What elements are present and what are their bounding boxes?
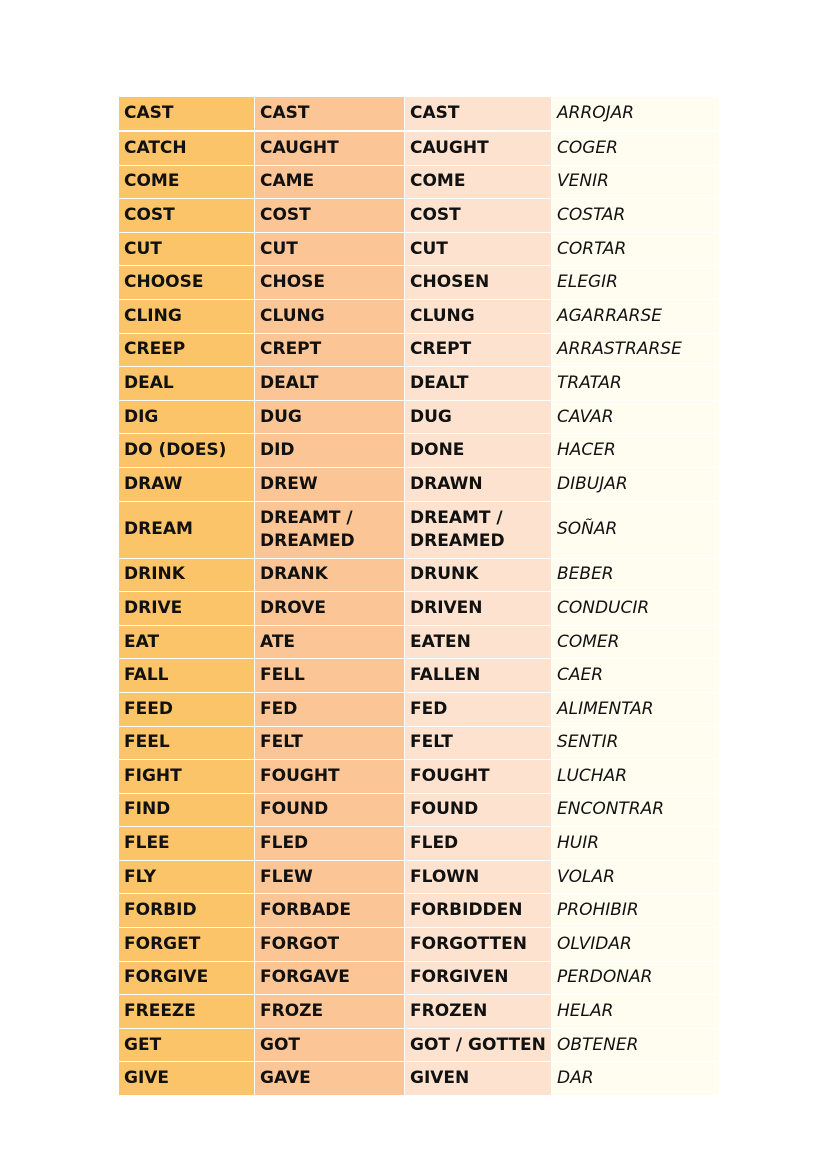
past-participle-cell: FOUND — [405, 794, 552, 827]
past-participle-cell: DREAMT / DREAMED — [405, 502, 552, 558]
spanish-translation-cell: BEBER — [552, 559, 719, 592]
past-participle-cell: FORGIVEN — [405, 962, 552, 995]
past-participle-cell: DONE — [405, 434, 552, 467]
past-participle-cell: GIVEN — [405, 1062, 552, 1095]
past-participle-cell: FELT — [405, 727, 552, 760]
base-form-cell: DRAW — [119, 468, 255, 501]
spanish-translation-cell: AGARRARSE — [552, 300, 719, 333]
base-form-cell: FIND — [119, 794, 255, 827]
past-simple-cell: FORGOT — [255, 928, 405, 961]
irregular-verbs-table — [119, 97, 719, 1096]
table-row — [119, 502, 719, 559]
past-simple-cell: CAST — [255, 97, 405, 130]
base-form-cell: CLING — [119, 300, 255, 333]
spanish-translation-cell: ARROJAR — [552, 97, 719, 130]
spanish-translation-cell: ALIMENTAR — [552, 693, 719, 726]
spanish-translation-cell: HACER — [552, 434, 719, 467]
past-participle-cell: CAUGHT — [405, 132, 552, 165]
base-form-cell: DRINK — [119, 559, 255, 592]
past-simple-cell: DROVE — [255, 592, 405, 625]
past-simple-cell: FLEW — [255, 861, 405, 894]
spanish-translation-cell: OLVIDAR — [552, 928, 719, 961]
past-simple-cell: FELT — [255, 727, 405, 760]
base-form-cell: FORBID — [119, 894, 255, 927]
table-row — [119, 166, 719, 200]
past-simple-cell: DREW — [255, 468, 405, 501]
spanish-translation-cell: ENCONTRAR — [552, 794, 719, 827]
spanish-translation-cell: OBTENER — [552, 1029, 719, 1062]
past-participle-cell: DRUNK — [405, 559, 552, 592]
past-simple-cell: CAME — [255, 166, 405, 199]
base-form-cell: FORGIVE — [119, 962, 255, 995]
past-simple-cell: ATE — [255, 626, 405, 659]
table-row — [119, 434, 719, 468]
base-form-cell: FREEZE — [119, 995, 255, 1028]
table-row — [119, 894, 719, 928]
base-form-cell: FLEE — [119, 827, 255, 860]
past-participle-cell: FORGOTTEN — [405, 928, 552, 961]
past-simple-cell: COST — [255, 199, 405, 232]
table-row — [119, 861, 719, 895]
table-row — [119, 659, 719, 693]
table-row — [119, 132, 719, 166]
spanish-translation-cell: DIBUJAR — [552, 468, 719, 501]
past-simple-cell: DID — [255, 434, 405, 467]
spanish-translation-cell: ELEGIR — [552, 266, 719, 299]
spanish-translation-cell: CAVAR — [552, 401, 719, 434]
past-participle-cell: COME — [405, 166, 552, 199]
spanish-translation-cell: TRATAR — [552, 367, 719, 400]
past-simple-cell: CHOSE — [255, 266, 405, 299]
past-participle-cell: FALLEN — [405, 659, 552, 692]
base-form-cell: GIVE — [119, 1062, 255, 1095]
table-row — [119, 995, 719, 1029]
spanish-translation-cell: CORTAR — [552, 233, 719, 266]
table-row — [119, 827, 719, 861]
past-participle-cell: FROZEN — [405, 995, 552, 1028]
past-participle-cell: FLED — [405, 827, 552, 860]
table-row — [119, 401, 719, 435]
past-simple-cell: FLED — [255, 827, 405, 860]
base-form-cell: DRIVE — [119, 592, 255, 625]
table-row — [119, 266, 719, 300]
past-simple-cell: GOT — [255, 1029, 405, 1062]
base-form-cell: CAST — [119, 97, 255, 130]
past-simple-cell: DREAMT / DREAMED — [255, 502, 405, 558]
base-form-cell: CHOOSE — [119, 266, 255, 299]
table-row — [119, 233, 719, 267]
past-simple-cell: FOUND — [255, 794, 405, 827]
table-row — [119, 300, 719, 334]
table-row — [119, 928, 719, 962]
base-form-cell: FALL — [119, 659, 255, 692]
past-simple-cell: FORBADE — [255, 894, 405, 927]
table-row — [119, 1029, 719, 1063]
base-form-cell: DEAL — [119, 367, 255, 400]
past-participle-cell: CAST — [405, 97, 552, 130]
past-participle-cell: DEALT — [405, 367, 552, 400]
spanish-translation-cell: ARRASTRARSE — [552, 334, 719, 367]
base-form-cell: CATCH — [119, 132, 255, 165]
past-simple-cell: GAVE — [255, 1062, 405, 1095]
base-form-cell: FORGET — [119, 928, 255, 961]
table-row — [119, 794, 719, 828]
past-participle-cell: GOT / GOTTEN — [405, 1029, 552, 1062]
past-participle-cell: CREPT — [405, 334, 552, 367]
base-form-cell: COME — [119, 166, 255, 199]
table-row — [119, 962, 719, 996]
base-form-cell: CREEP — [119, 334, 255, 367]
past-participle-cell: DRAWN — [405, 468, 552, 501]
spanish-translation-cell: SOÑAR — [552, 502, 719, 558]
past-participle-cell: DUG — [405, 401, 552, 434]
past-simple-cell: DEALT — [255, 367, 405, 400]
table-row — [119, 727, 719, 761]
past-simple-cell: FELL — [255, 659, 405, 692]
table-row — [119, 1062, 719, 1096]
past-simple-cell: CAUGHT — [255, 132, 405, 165]
table-row — [119, 592, 719, 626]
spanish-translation-cell: CONDUCIR — [552, 592, 719, 625]
spanish-translation-cell: DAR — [552, 1062, 719, 1095]
table-row — [119, 334, 719, 368]
past-participle-cell: DRIVEN — [405, 592, 552, 625]
base-form-cell: FEEL — [119, 727, 255, 760]
past-participle-cell: FORBIDDEN — [405, 894, 552, 927]
base-form-cell: GET — [119, 1029, 255, 1062]
spanish-translation-cell: COMER — [552, 626, 719, 659]
table-row — [119, 367, 719, 401]
table-row — [119, 559, 719, 593]
past-simple-cell: CREPT — [255, 334, 405, 367]
past-participle-cell: FED — [405, 693, 552, 726]
spanish-translation-cell: SENTIR — [552, 727, 719, 760]
past-participle-cell: EATEN — [405, 626, 552, 659]
base-form-cell: DIG — [119, 401, 255, 434]
past-simple-cell: CLUNG — [255, 300, 405, 333]
base-form-cell: FIGHT — [119, 760, 255, 793]
base-form-cell: DREAM — [119, 502, 255, 558]
table-row — [119, 626, 719, 660]
table-row — [119, 97, 719, 132]
table-row — [119, 693, 719, 727]
spanish-translation-cell: LUCHAR — [552, 760, 719, 793]
spanish-translation-cell: HUIR — [552, 827, 719, 860]
past-participle-cell: FLOWN — [405, 861, 552, 894]
spanish-translation-cell: PROHIBIR — [552, 894, 719, 927]
past-simple-cell: FROZE — [255, 995, 405, 1028]
table-row — [119, 199, 719, 233]
spanish-translation-cell: VOLAR — [552, 861, 719, 894]
past-simple-cell: FORGAVE — [255, 962, 405, 995]
past-simple-cell: FOUGHT — [255, 760, 405, 793]
spanish-translation-cell: COSTAR — [552, 199, 719, 232]
past-simple-cell: DRANK — [255, 559, 405, 592]
base-form-cell: FEED — [119, 693, 255, 726]
spanish-translation-cell: VENIR — [552, 166, 719, 199]
base-form-cell: COST — [119, 199, 255, 232]
spanish-translation-cell: PERDONAR — [552, 962, 719, 995]
base-form-cell: DO (DOES) — [119, 434, 255, 467]
past-participle-cell: CHOSEN — [405, 266, 552, 299]
past-participle-cell: CLUNG — [405, 300, 552, 333]
table-row — [119, 760, 719, 794]
spanish-translation-cell: CAER — [552, 659, 719, 692]
spanish-translation-cell: HELAR — [552, 995, 719, 1028]
past-simple-cell: DUG — [255, 401, 405, 434]
table-row — [119, 468, 719, 502]
base-form-cell: EAT — [119, 626, 255, 659]
past-participle-cell: COST — [405, 199, 552, 232]
past-participle-cell: FOUGHT — [405, 760, 552, 793]
past-simple-cell: FED — [255, 693, 405, 726]
past-participle-cell: CUT — [405, 233, 552, 266]
past-simple-cell: CUT — [255, 233, 405, 266]
spanish-translation-cell: COGER — [552, 132, 719, 165]
base-form-cell: FLY — [119, 861, 255, 894]
base-form-cell: CUT — [119, 233, 255, 266]
